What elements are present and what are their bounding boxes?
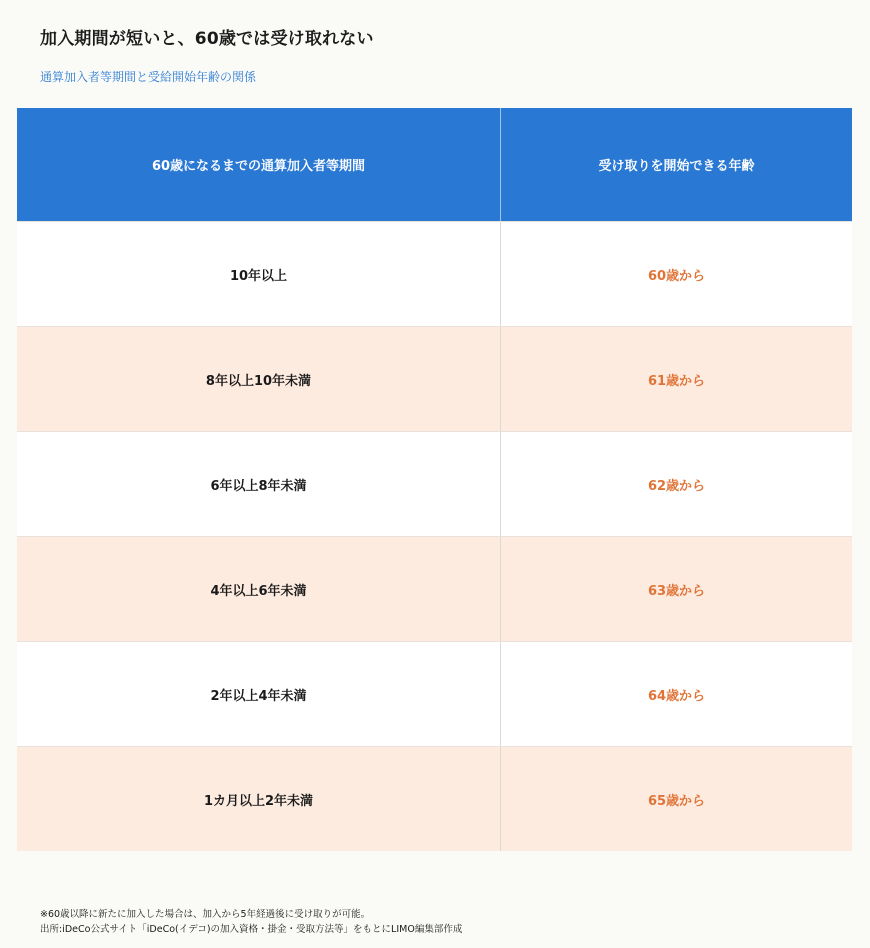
- period-cell: 6年以上8年未満: [17, 432, 501, 536]
- footnote-condition: ※60歳以降に新たに加入した場合は、加入から5年経過後に受け取りが可能。: [40, 909, 371, 920]
- page-subtitle: 通算加入者等期間と受給開始年齢の関係: [40, 70, 257, 84]
- table-header-row: [17, 108, 852, 221]
- table-row: [17, 431, 852, 536]
- age-cell: 60歳から: [647, 268, 706, 284]
- period-cell: 4年以上6年未満: [17, 537, 501, 641]
- age-cell: 61歳から: [647, 373, 706, 389]
- age-cell: 62歳から: [647, 478, 706, 494]
- period-cell: 2年以上4年未満: [17, 642, 501, 746]
- age-cell: 63歳から: [647, 583, 706, 599]
- age-cell: 65歳から: [647, 793, 706, 809]
- table-row: [17, 746, 852, 851]
- footnotes: [40, 907, 462, 937]
- period-cell: 8年以上10年未満: [17, 327, 501, 431]
- table-row: [17, 641, 852, 746]
- age-cell: 64歳から: [647, 688, 706, 704]
- header-period: 60歳になるまでの通算加入者等期間: [17, 108, 501, 221]
- period-cell: 10年以上: [17, 222, 501, 326]
- table-row: [17, 221, 852, 326]
- footnote-source: 出所:iDeCo公式サイト「iDeCo(イデコ)の加入資格・掛金・受取方法等」をもとにLIMO編集部作成: [40, 924, 463, 935]
- page-title: 加入期間が短いと、60歳では受け取れない: [40, 29, 374, 49]
- age-table: [17, 108, 852, 851]
- header-age: 受け取りを開始できる年齢: [598, 159, 755, 174]
- period-cell: 1カ月以上2年未満: [17, 747, 501, 851]
- table-row: [17, 326, 852, 431]
- table-row: [17, 536, 852, 641]
